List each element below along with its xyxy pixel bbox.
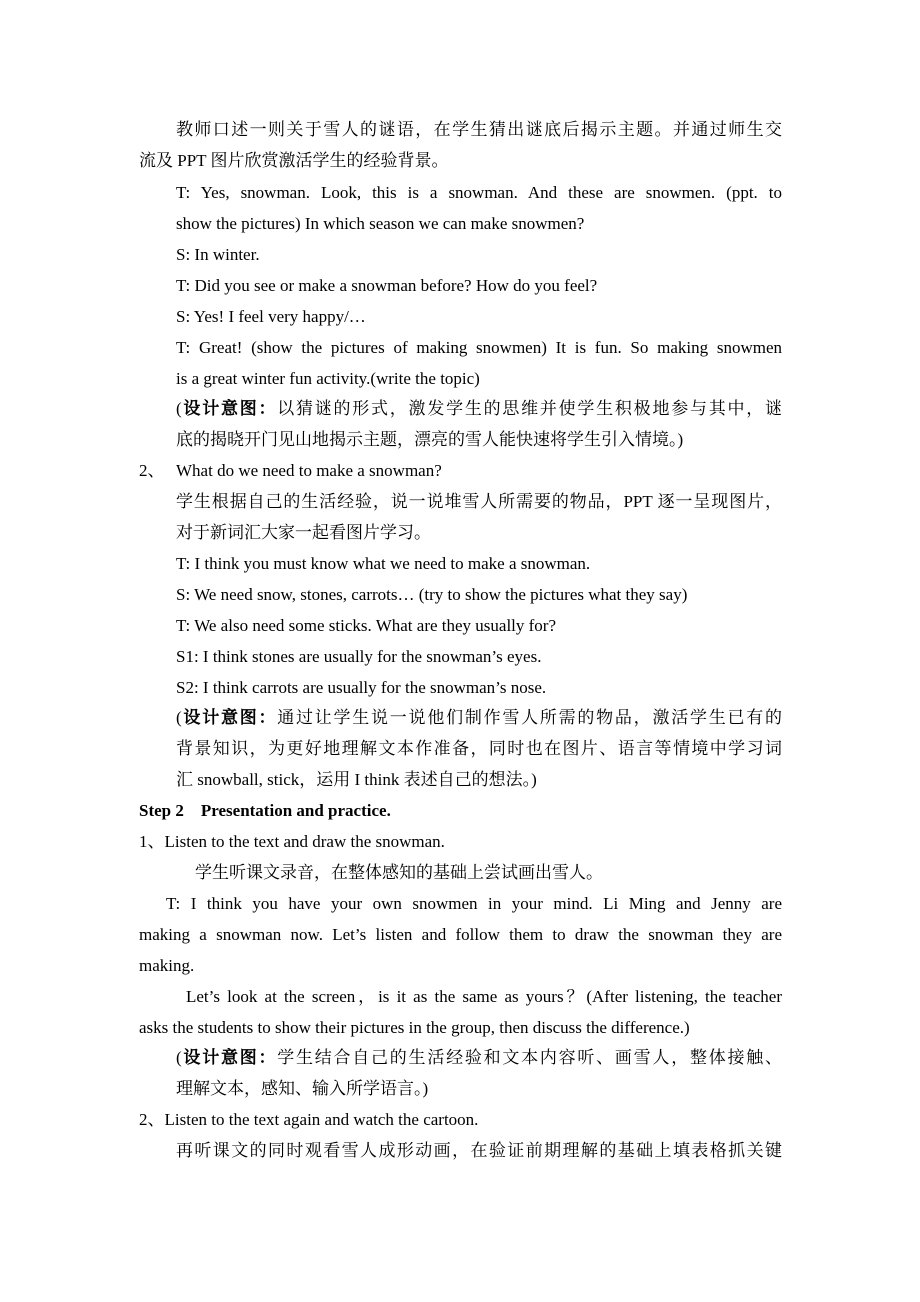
subsection-title: 2、Listen to the text again and watch the cartoon. xyxy=(139,1110,479,1129)
dialogue-line: S: Yes! I feel very happy/… xyxy=(176,307,366,326)
item-desc-line: 对于新词汇大家一起看图片学习。 xyxy=(176,523,431,542)
dialogue-line: S: We need snow, stones, carrots… (try to show the pictures what they say) xyxy=(176,585,688,604)
design-intent-line: (设计意图：以猜谜的形式，激发学生的思维并使学生积极地参与其中，谜 xyxy=(176,399,782,418)
design-intent-label: 设计意图： xyxy=(181,1048,278,1067)
design-intent-line: 背景知识，为更好地理解文本作准备，同时也在图片、语言等情境中学习词 xyxy=(176,739,782,758)
subsection-desc: 再听课文的同时观看雪人成形动画，在验证前期理解的基础上填表格抓关键 xyxy=(176,1141,782,1160)
item-title: What do we need to make a snowman? xyxy=(176,461,442,480)
dialogue-line: T: I think you must know what we need to make a snowman. xyxy=(176,554,591,573)
dialogue-line: S: In winter. xyxy=(176,245,260,264)
subsection-title: 1、Listen to the text and draw the snowman. xyxy=(139,832,445,851)
design-intent-label: 设计意图： xyxy=(181,708,278,727)
dialogue-line: T: Yes, snowman. Look, this is a snowman. And these are snowmen. (ppt. to xyxy=(176,183,782,202)
design-intent-line: 理解文本，感知、输入所学语言。) xyxy=(176,1079,429,1098)
design-intent-label: 设计意图： xyxy=(181,399,278,418)
design-intent-line: 底的揭晓开门见山地揭示主题，漂亮的雪人能快速将学生引入情境。) xyxy=(176,430,684,449)
dialogue-line: T: We also need some sticks. What are they usually for? xyxy=(176,616,557,635)
dialogue-line: show the pictures) In which season we can make snowmen? xyxy=(176,214,585,233)
design-intent-line: (设计意图：学生结合自己的生活经验和文本内容听、画雪人，整体接触、 xyxy=(176,1048,782,1067)
design-intent-line: (设计意图：通过让学生说一说他们制作雪人所需的物品，激活学生已有的 xyxy=(176,708,782,727)
paragraph-line: asks the students to show their pictures in the group, then discuss the difference.) xyxy=(139,1018,690,1037)
paragraph-line: making. xyxy=(139,956,195,975)
paragraph-line: Let’s look at the screen，is it as the same as yours？(After listening, the teacher xyxy=(186,987,782,1006)
dialogue-line: is a great winter fun activity.(write the topic) xyxy=(176,369,480,388)
step-heading: Step 2 Presentation and practice. xyxy=(139,801,391,820)
intro-line: 流及 PPT 图片欣赏激活学生的经验背景。 xyxy=(139,151,449,170)
dialogue-line: T: Great! (show the pictures of making snowmen) It is fun. So making snowmen xyxy=(176,338,782,357)
subsection-desc: 学生听课文录音，在整体感知的基础上尝试画出雪人。 xyxy=(195,863,603,882)
dialogue-line: S1: I think stones are usually for the snowman’s eyes. xyxy=(176,647,542,666)
paragraph-line: making a snowman now. Let’s listen and follow them to draw the snowman they are xyxy=(139,925,782,944)
item-desc-line: 学生根据自己的生活经验，说一说堆雪人所需要的物品，PPT 逐一呈现图片， xyxy=(176,492,782,511)
item-number: 2、 xyxy=(139,461,165,480)
dialogue-line: S2: I think carrots are usually for the snowman’s nose. xyxy=(176,678,547,697)
paragraph-line: T: I think you have your own snowmen in your mind. Li Ming and Jenny are xyxy=(166,894,782,913)
design-intent-line: 汇 snowball, stick，运用 I think 表述自己的想法。) xyxy=(176,770,537,789)
dialogue-line: T: Did you see or make a snowman before? How do you feel? xyxy=(176,276,598,295)
intro-line: 教师口述一则关于雪人的谜语，在学生猜出谜底后揭示主题。并通过师生交 xyxy=(176,120,782,139)
